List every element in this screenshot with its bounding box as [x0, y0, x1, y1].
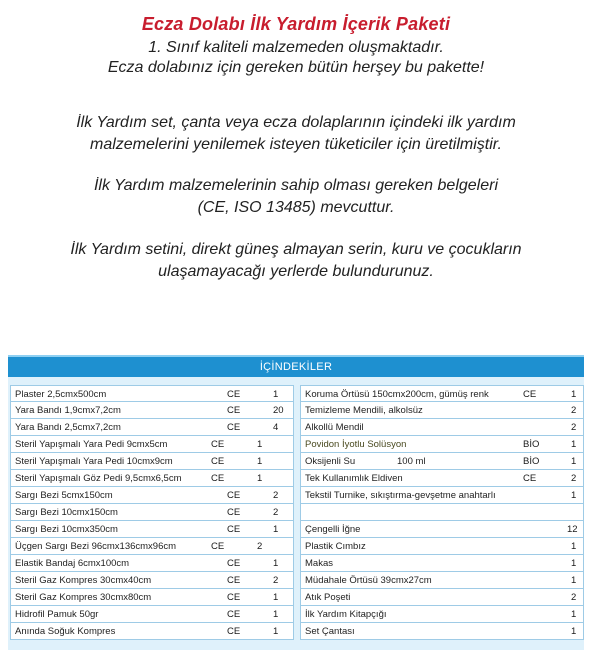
- table-row: [300, 572, 584, 589]
- intro-line-3: İlk Yardım set, çanta veya ecza dolaplarının içindeki ilk yardım: [76, 114, 516, 131]
- table-row: [10, 402, 294, 419]
- item-qty: 1: [273, 609, 279, 620]
- item-name: Üçgen Sargı Bezi 96cmx136cmx96cm: [15, 541, 177, 552]
- item-name: Alkollü Mendil: [305, 422, 364, 433]
- table-row: [10, 436, 294, 453]
- item-name: Tekstil Turnike, sıkıştırma-gevşetme anahtarlı: [305, 490, 496, 501]
- item-name: Oksijenli Su: [305, 456, 356, 467]
- table-row: [300, 470, 584, 487]
- table-row: [10, 470, 294, 487]
- item-qty: 4: [273, 422, 279, 433]
- item-name: Plastik Cımbız: [305, 541, 366, 552]
- table-row: [10, 589, 294, 606]
- table-row: [10, 504, 294, 521]
- item-name: Set Çantası: [305, 626, 355, 637]
- item-cert: CE: [227, 389, 241, 400]
- item-cert: BİO: [523, 439, 540, 450]
- item-qty: 1: [571, 575, 577, 586]
- item-cert: CE: [227, 558, 241, 569]
- intro-line-7: İlk Yardım setini, direkt güneş almayan serin, kuru ve çocukların: [70, 241, 522, 258]
- item-name: İlk Yardım Kitapçığı: [305, 609, 387, 620]
- item-cert: CE: [227, 609, 241, 620]
- item-name: Sargı Bezi 10cmx150cm: [15, 507, 118, 518]
- item-name: Hidrofil Pamuk 50gr: [15, 609, 99, 620]
- item-name: Çengelli İğne: [305, 524, 361, 535]
- item-cert: BİO: [523, 456, 540, 467]
- item-name: Atık Poşeti: [305, 592, 351, 603]
- table-row: [10, 487, 294, 504]
- table-row: [300, 589, 584, 606]
- item-cert: CE: [227, 575, 241, 586]
- item-cert: CE: [211, 541, 225, 552]
- item-name: Steril Yapışmalı Yara Pedi 10cmx9cm: [15, 456, 173, 467]
- contents-header-band: [8, 355, 584, 377]
- item-qty: 2: [571, 592, 577, 603]
- item-name: Yara Bandı 2,5cmx7,2cm: [15, 422, 121, 433]
- item-cert: CE: [227, 592, 241, 603]
- item-name: Koruma Örtüsü 150cmx200cm, gümüş renk: [305, 389, 489, 400]
- item-cert: CE: [211, 456, 225, 467]
- table-row: [300, 555, 584, 572]
- item-qty: 1: [273, 389, 279, 400]
- item-name: Makas: [305, 558, 333, 569]
- intro-line-8: ulaşamayacağı yerlerde bulundurunuz.: [158, 263, 434, 280]
- table-row: [300, 453, 584, 470]
- intro-line-5: İlk Yardım malzemelerinin sahip olması gereken belgeleri: [93, 177, 499, 194]
- item-qty: 2: [571, 473, 577, 484]
- item-qty: 2: [571, 422, 577, 433]
- item-qty: 1: [273, 558, 279, 569]
- item-name: Sargı Bezi 5cmx150cm: [15, 490, 113, 501]
- table-row: [10, 385, 294, 402]
- table-row: [300, 385, 584, 402]
- item-cert: CE: [227, 507, 241, 518]
- item-qty: 2: [257, 541, 263, 552]
- table-row: [10, 453, 294, 470]
- table-row: [300, 487, 584, 504]
- intro-line-4: malzemelerini yenilemek isteyen tüketiciler için üretilmiştir.: [90, 136, 502, 153]
- item-name: Steril Yapışmalı Yara Pedi 9cmx5cm: [15, 439, 168, 450]
- table-row: [300, 623, 584, 640]
- item-qty: 1: [257, 456, 263, 467]
- intro-line-2: Ecza dolabınız için gereken bütün herşey bu pakette!: [107, 59, 485, 76]
- table-row: [10, 538, 294, 555]
- intro-line-6: (CE, ISO 13485) mevcuttur.: [197, 199, 395, 216]
- item-name: Elastik Bandaj 6cmx100cm: [15, 558, 130, 569]
- item-qty: 1: [571, 626, 577, 637]
- item-cert: CE: [211, 439, 225, 450]
- item-qty: 1: [571, 558, 577, 569]
- item-qty: 1: [257, 439, 263, 450]
- item-qty: 2: [273, 507, 279, 518]
- item-name: Sargı Bezi 10cmx350cm: [15, 524, 118, 535]
- item-qty: 1: [571, 609, 577, 620]
- item-qty: 1: [273, 524, 279, 535]
- item-qty: 1: [273, 626, 279, 637]
- item-name: Steril Yapışmalı Göz Pedi 9,5cmx6,5cm: [15, 473, 182, 484]
- item-volume: 100 ml: [397, 456, 426, 467]
- item-cert: CE: [211, 473, 225, 484]
- item-qty: 2: [273, 575, 279, 586]
- item-qty: 20: [273, 405, 284, 416]
- item-qty: 1: [571, 541, 577, 552]
- table-row: [10, 419, 294, 436]
- item-name: Povidon İyotlu Solüsyon: [305, 439, 407, 450]
- item-name: Tek Kullanımlık Eldiven: [305, 473, 403, 484]
- item-cert: CE: [523, 473, 537, 484]
- item-name: Temizleme Mendili, alkolsüz: [305, 405, 423, 416]
- item-name: Steril Gaz Kompres 30cmx40cm: [15, 575, 152, 586]
- item-name: Plaster 2,5cmx500cm: [15, 389, 107, 400]
- table-row: [300, 436, 584, 453]
- table-row: [300, 504, 584, 521]
- item-qty: 1: [273, 592, 279, 603]
- table-row: [10, 623, 294, 640]
- table-row: [10, 521, 294, 538]
- contents-table: [8, 377, 584, 650]
- item-cert: CE: [227, 405, 241, 416]
- item-name: Müdahale Örtüsü 39cmx27cm: [305, 575, 432, 586]
- item-qty: 1: [571, 389, 577, 400]
- item-cert: CE: [227, 524, 241, 535]
- item-name: Steril Gaz Kompres 30cmx80cm: [15, 592, 152, 603]
- table-row: [10, 555, 294, 572]
- item-name: Yara Bandı 1,9cmx7,2cm: [15, 405, 121, 416]
- table-row: [300, 538, 584, 555]
- item-qty: 12: [567, 524, 578, 535]
- table-row: [300, 402, 584, 419]
- item-cert: CE: [523, 389, 537, 400]
- item-qty: 2: [273, 490, 279, 501]
- item-cert: CE: [227, 626, 241, 637]
- contents-heading: İÇİNDEKİLER: [259, 361, 333, 373]
- page-title: Ecza Dolabı İlk Yardım İçerik Paketi: [141, 14, 451, 34]
- contents-left-column: [10, 385, 294, 640]
- table-row: [300, 419, 584, 436]
- contents-right-column: [300, 385, 584, 640]
- intro-line-1: 1. Sınıf kaliteli malzemeden oluşmaktadır.: [148, 39, 444, 56]
- item-qty: 2: [571, 405, 577, 416]
- item-cert: CE: [227, 490, 241, 501]
- table-row: [10, 572, 294, 589]
- table-row: [300, 521, 584, 538]
- item-qty: 1: [571, 456, 577, 467]
- table-row: [10, 606, 294, 623]
- table-row: [300, 606, 584, 623]
- item-cert: CE: [227, 422, 241, 433]
- item-qty: 1: [257, 473, 263, 484]
- item-name: Anında Soğuk Kompres: [15, 626, 116, 637]
- item-qty: 1: [571, 439, 577, 450]
- item-qty: 1: [571, 490, 577, 501]
